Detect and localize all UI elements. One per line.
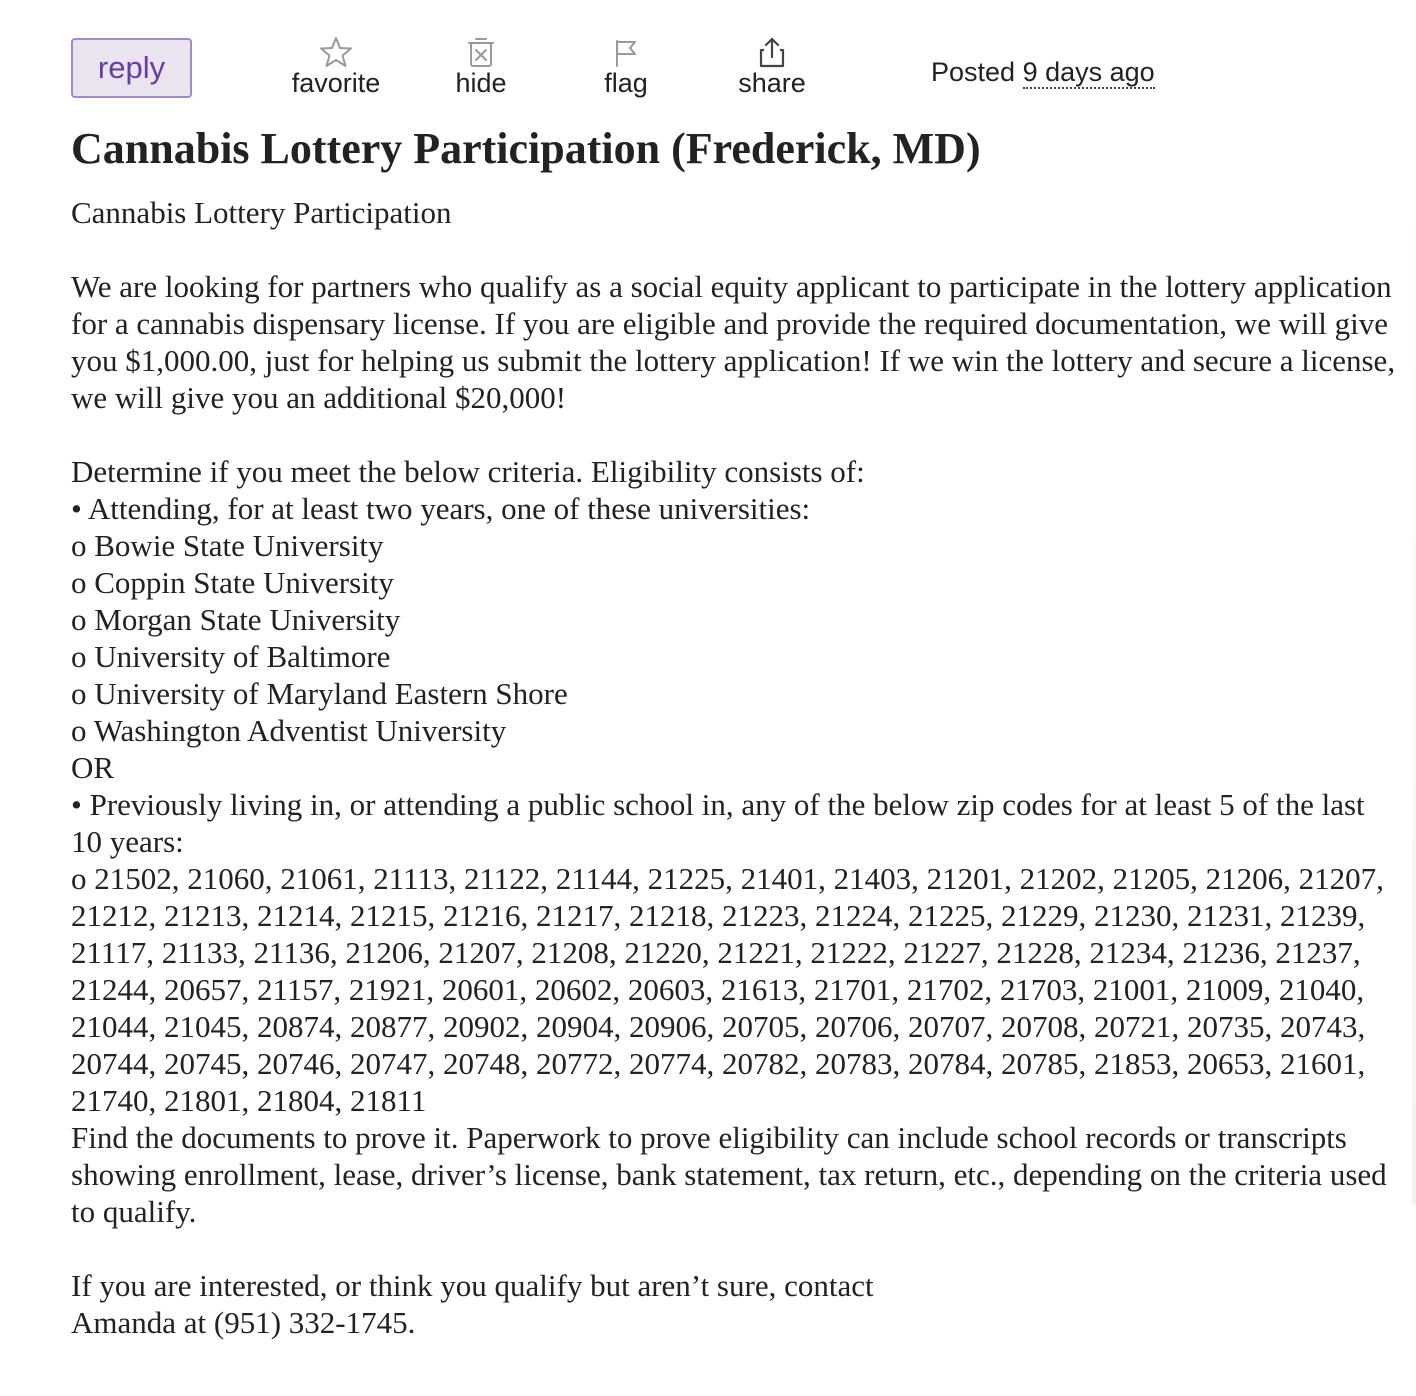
posted-date: [931, 56, 1155, 88]
zip-code-list: o 21502, 21060, 21061, 21113, 21122, 21144, 21225, 21401, 21403, 21201, 21202, 21205, 21206, 21207, 21212, 21213, 21214, 21215, 21216, 21217, 21218, 21223, 21224, 21225, 21229, 21230, 21231, 21239, 21117, 21133, 21136, 21206, 21207, 21208, 21220, 21221, 21222, 21227, 21228, 21234, 21236, 21237, 21244, 20657, 21157, 21921, 20601, 20602, 20603, 21613, 21701, 21702, 21703, 21001, 21009, 21040, 21044, 21045, 20874, 20877, 20902, 20904, 20906, 20705, 20706, 20707, 20708, 20721, 20735, 20743, 20744, 20745, 20746, 20747, 20748, 20772, 20774, 20782, 20783, 20784, 20785, 21853, 20653, 21601, 21740, 21801, 21804, 21811: [71, 861, 1384, 1118]
spacer: [71, 231, 1401, 268]
criteria-item: • Previously living in, or attending a public school in, any of the below zip codes for at least 5 of the last 10 years:: [71, 787, 1365, 859]
favorite-button[interactable]: [290, 36, 382, 98]
or-label: OR: [71, 750, 115, 785]
share-label: share: [738, 68, 806, 98]
scrollbar-track[interactable]: [1412, 195, 1416, 1205]
star-icon: [319, 36, 353, 68]
posted-prefix: Posted: [931, 57, 1016, 87]
contact-line: Amanda at (951) 332-1745.: [71, 1305, 416, 1340]
university-item: o Washington Adventist University: [71, 713, 507, 748]
share-icon: [756, 36, 788, 68]
post-subtitle: Cannabis Lottery Participation: [71, 195, 452, 230]
hide-label: hide: [455, 68, 507, 98]
hide-button[interactable]: [452, 36, 510, 98]
favorite-label: favorite: [291, 68, 381, 98]
post-body: [71, 194, 1401, 1341]
criteria-item: • Attending, for at least two years, one of these universities:: [71, 491, 811, 526]
criteria-heading: Determine if you meet the below criteria. Eligibility consists of:: [71, 454, 865, 489]
spacer: [71, 416, 1401, 453]
university-item: o Bowie State University: [71, 528, 384, 563]
flag-button[interactable]: [600, 36, 652, 98]
post-intro: We are looking for partners who qualify as a social equity applicant to participate in the lottery application for a cannabis dispensary license. If you are eligible and provide the required documentation, we will give you $1,000.00, just for helping us submit the lottery application! If we win the lottery and secure a license, we will give you an additional $20,000!: [71, 269, 1396, 415]
university-item: o University of Maryland Eastern Shore: [71, 676, 568, 711]
flag-icon: [613, 36, 639, 68]
university-item: o University of Baltimore: [71, 639, 391, 674]
posted-ago[interactable]: 9 days ago: [1022, 57, 1155, 87]
flag-label: flag: [604, 68, 648, 98]
university-item: o Coppin State University: [71, 565, 394, 600]
documents-paragraph: Find the documents to prove it. Paperwork to prove eligibility can include school records or transcripts showing enrollment, lease, driver’s license, bank statement, tax return, etc., depending on the criteria used to qualify.: [71, 1120, 1387, 1229]
share-button[interactable]: [734, 36, 810, 98]
trash-x-icon: [465, 36, 497, 68]
contact-line: If you are interested, or think you qualify but aren’t sure, contact: [71, 1268, 874, 1303]
spacer: [71, 1230, 1401, 1267]
post-title: Cannabis Lottery Participation (Frederick, MD): [71, 124, 981, 173]
reply-button[interactable]: reply: [71, 38, 192, 98]
university-item: o Morgan State University: [71, 602, 401, 637]
